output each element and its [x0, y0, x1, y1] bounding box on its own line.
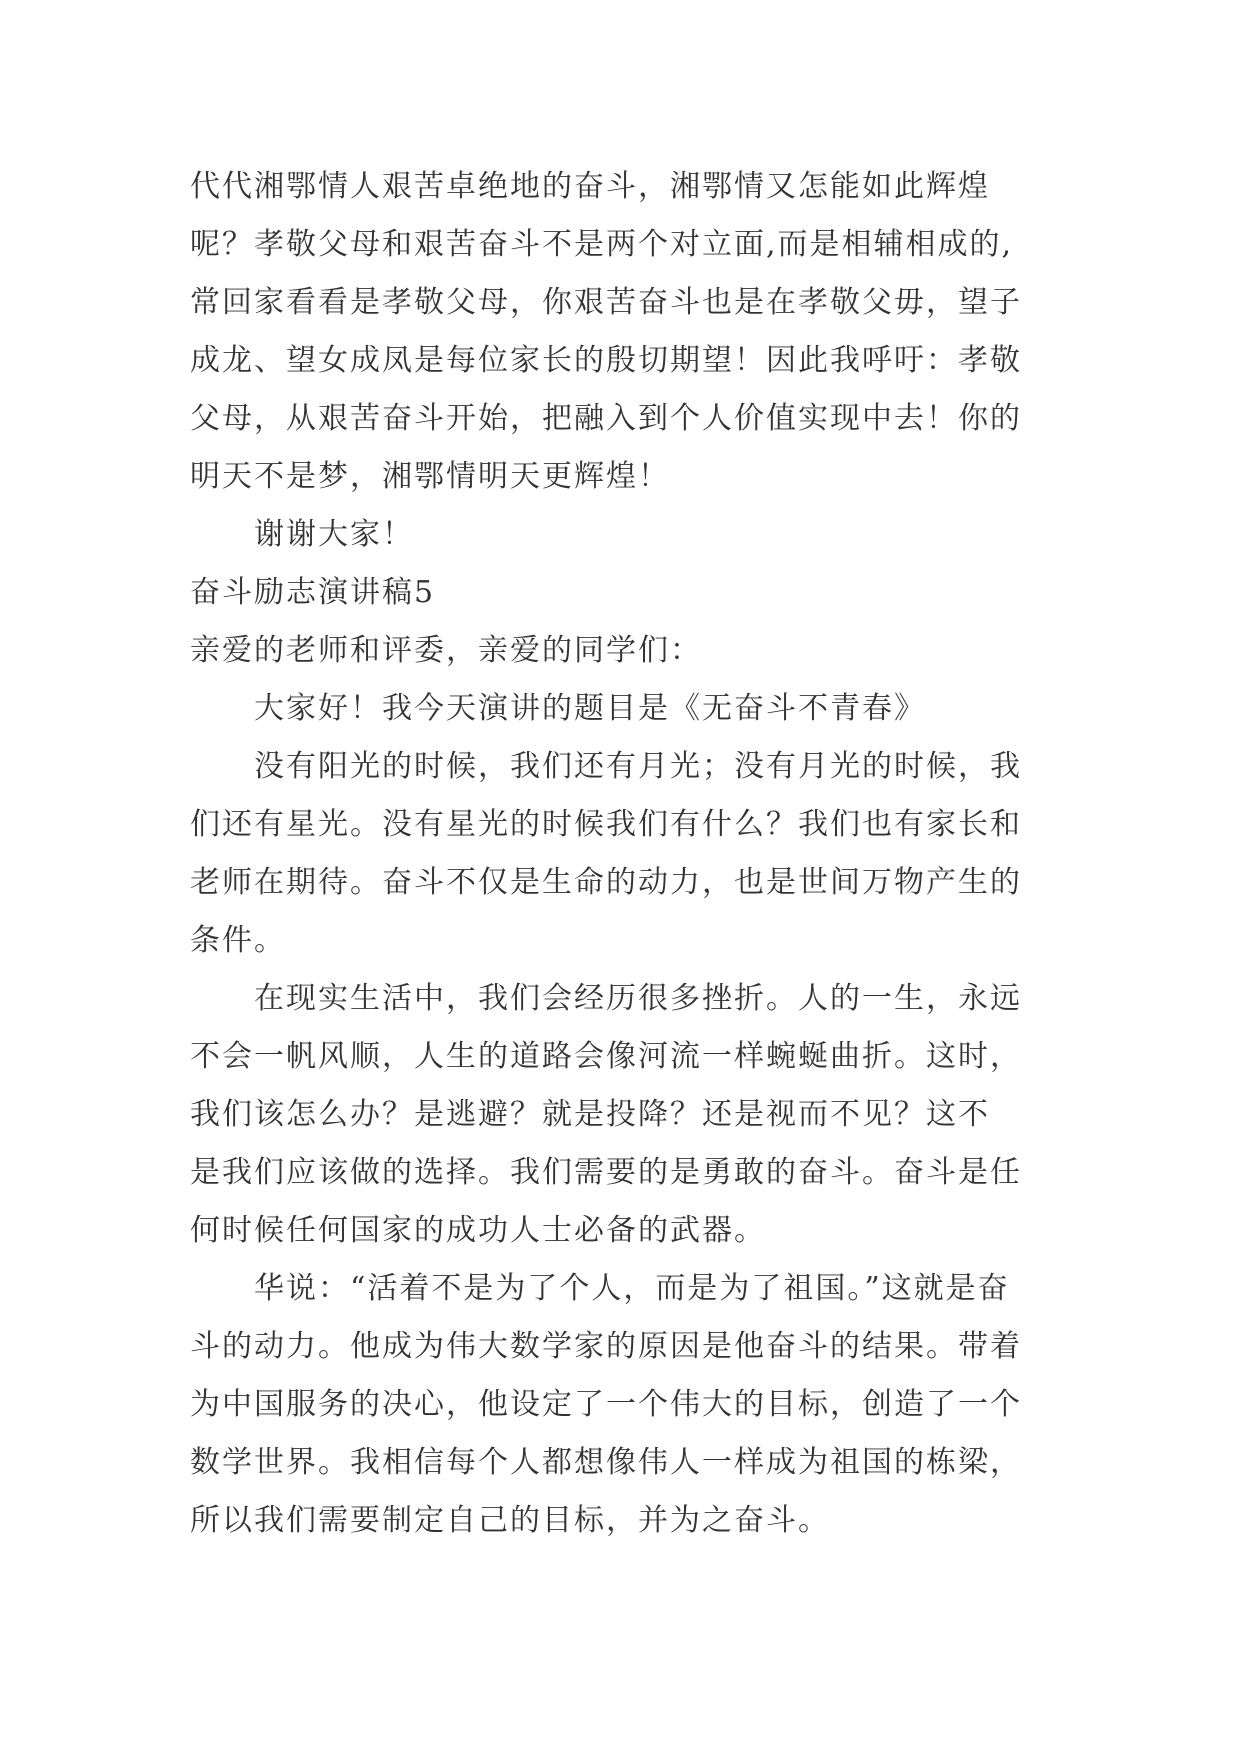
text-line: 所以我们需要制定自己的目标，并为之奋斗。 [190, 1503, 830, 1538]
text-line: 斗的动力。他成为伟大数学家的原因是他奋斗的结果。带着 [190, 1329, 1022, 1364]
text-line: 呢？孝敬父母和艰苦奋斗不是两个对立面,而是相辅相成的, [190, 227, 1014, 262]
text-line: 我们该怎么办？是逃避？就是投降？还是视而不见？这不 [190, 1097, 990, 1132]
text-line: 没有阳光的时候，我们还有月光；没有月光的时候，我 [254, 749, 1022, 784]
text-line: 不会一帆风顺，人生的道路会像河流一样蜿蜒曲折。这时， [190, 1039, 1022, 1074]
text-line: 们还有星光。没有星光的时候我们有什么？我们也有家长和 [190, 807, 1022, 842]
text-line: 何时候任何国家的成功人士必备的武器。 [190, 1213, 766, 1248]
text-line: 成龙、望女成凤是每位家长的殷切期望！因此我呼吁：孝敬 [190, 343, 1022, 378]
text-line: 数学世界。我相信每个人都想像伟人一样成为祖国的栋梁， [190, 1445, 1022, 1480]
text-line: 明天不是梦，湘鄂情明天更辉煌！ [190, 459, 670, 494]
text-line: 大家好！我今天演讲的题目是《无奋斗不青春》 [254, 691, 926, 726]
text-line: 常回家看看是孝敬父母，你艰苦奋斗也是在孝敬父毋，望子 [190, 285, 1022, 320]
text-line: 是我们应该做的选择。我们需要的是勇敢的奋斗。奋斗是任 [190, 1155, 1022, 1190]
text-line: 在现实生活中，我们会经历很多挫折。人的一生，永远 [254, 981, 1022, 1016]
document-body [190, 158, 1090, 1550]
closing-line: 谢谢大家！ [254, 517, 414, 552]
text-line: 代代湘鄂情人艰苦卓绝地的奋斗，湘鄂情又怎能如此辉煌 [190, 169, 990, 204]
text-line: 老师在期待。奋斗不仅是生命的动力，也是世间万物产生的 [190, 865, 1022, 900]
text-line: 条件。 [190, 923, 286, 958]
text-line: 华说：“活着不是为了个人，而是为了祖国。”这就是奋 [254, 1271, 1010, 1306]
section-title: 奋斗励志演讲稿5 [190, 575, 436, 610]
salutation: 亲爱的老师和评委，亲爱的同学们： [190, 633, 702, 668]
text-line: 父母，从艰苦奋斗开始，把融入到个人价值实现中去！你的 [190, 401, 1022, 436]
text-line: 为中国服务的决心，他设定了一个伟大的目标，创造了一个 [190, 1387, 1022, 1422]
